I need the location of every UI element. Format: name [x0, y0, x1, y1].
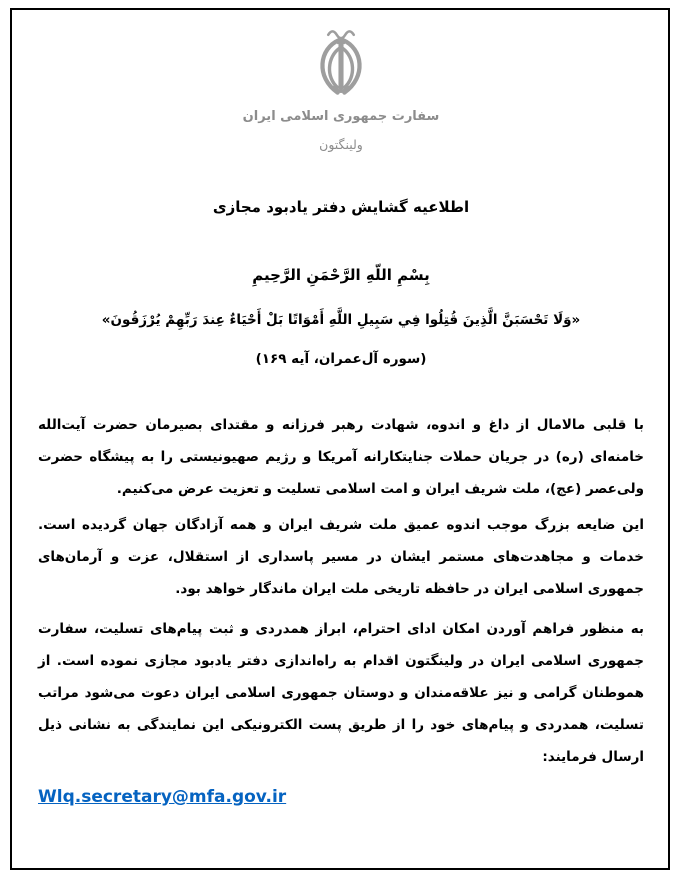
emblem-container	[38, 28, 644, 100]
quran-verse: «وَلَا تَحْسَبَنَّ الَّذِينَ قُتِلُوا فِي سَبِيلِ اللَّهِ أَمْوَاتًا بَلْ أَحْيَاءٌ عِندَ رَبِّهِمْ يُرْزَقُونَ»	[101, 312, 581, 328]
embassy-name: سفارت جمهوری اسلامی ایران	[242, 109, 440, 124]
memorial-book-paragraph: به منظور فراهم آوردن امکان ادای احترام، ابراز همدردی و ثبت پیام‌های تسلیت، سفارت جمهوری اسلامی ایران در ولینگتون اقدام به راه‌اندازی دفتر یادبود مجازی نموده است. از هموطنان گرامی و نیز علاقه‌مندان و دوستان جمهوری اسلامی ایران دعوت می‌شود مراتب تسلیت، همدردی و پیام‌های خود را از طریق پست الکترونیکی این نمایندگی به نشانی ذیل ارسال فرمایند:	[38, 621, 644, 765]
iran-allah-emblem-icon	[310, 28, 372, 96]
document-title: اطلاعیه گشایش دفتر یادبود مجازی	[212, 198, 470, 216]
condolence-paragraph-1: با قلبی مالامال از داغ و اندوه، شهادت رهبر فرزانه و مقتدای بصیرمان حضرت آیت‌الله خامنه‌ای (ره) در جریان حملات جنایتکارانه آمریکا و رژیم صهیونیستی را به پیشگاه حضرت ولی‌عصر (عج)، ملت شریف ایران و امت اسلامی تسلیت و تعزیت عرض می‌کنیم.	[38, 417, 644, 497]
verse-reference: (سوره آل‌عمران، آیه ۱۶۹)	[255, 351, 427, 367]
condolence-paragraph-2: این ضایعه بزرگ موجب اندوه عمیق ملت شریف ایران و همه آزادگان جهان گردیده است. خدمات و مجاهدت‌های مستمر ایشان در مسیر پاسداری از استقلال، عزت و آرمان‌های جمهوری اسلامی ایران در حافظه تاریخی ملت ایران ماندگار خواهد بود.	[38, 517, 644, 597]
body-paragraphs	[38, 409, 644, 773]
email-link[interactable]: Wlq.secretary@mfa.gov.ir	[38, 787, 287, 807]
email-line	[38, 787, 644, 807]
embassy-city: ولینگتون	[319, 137, 363, 152]
document-body	[12, 10, 670, 807]
bismillah-text: بِسْمِ اللّهِ الرَّحْمَنِ الرَّحِيمِ	[252, 266, 430, 284]
